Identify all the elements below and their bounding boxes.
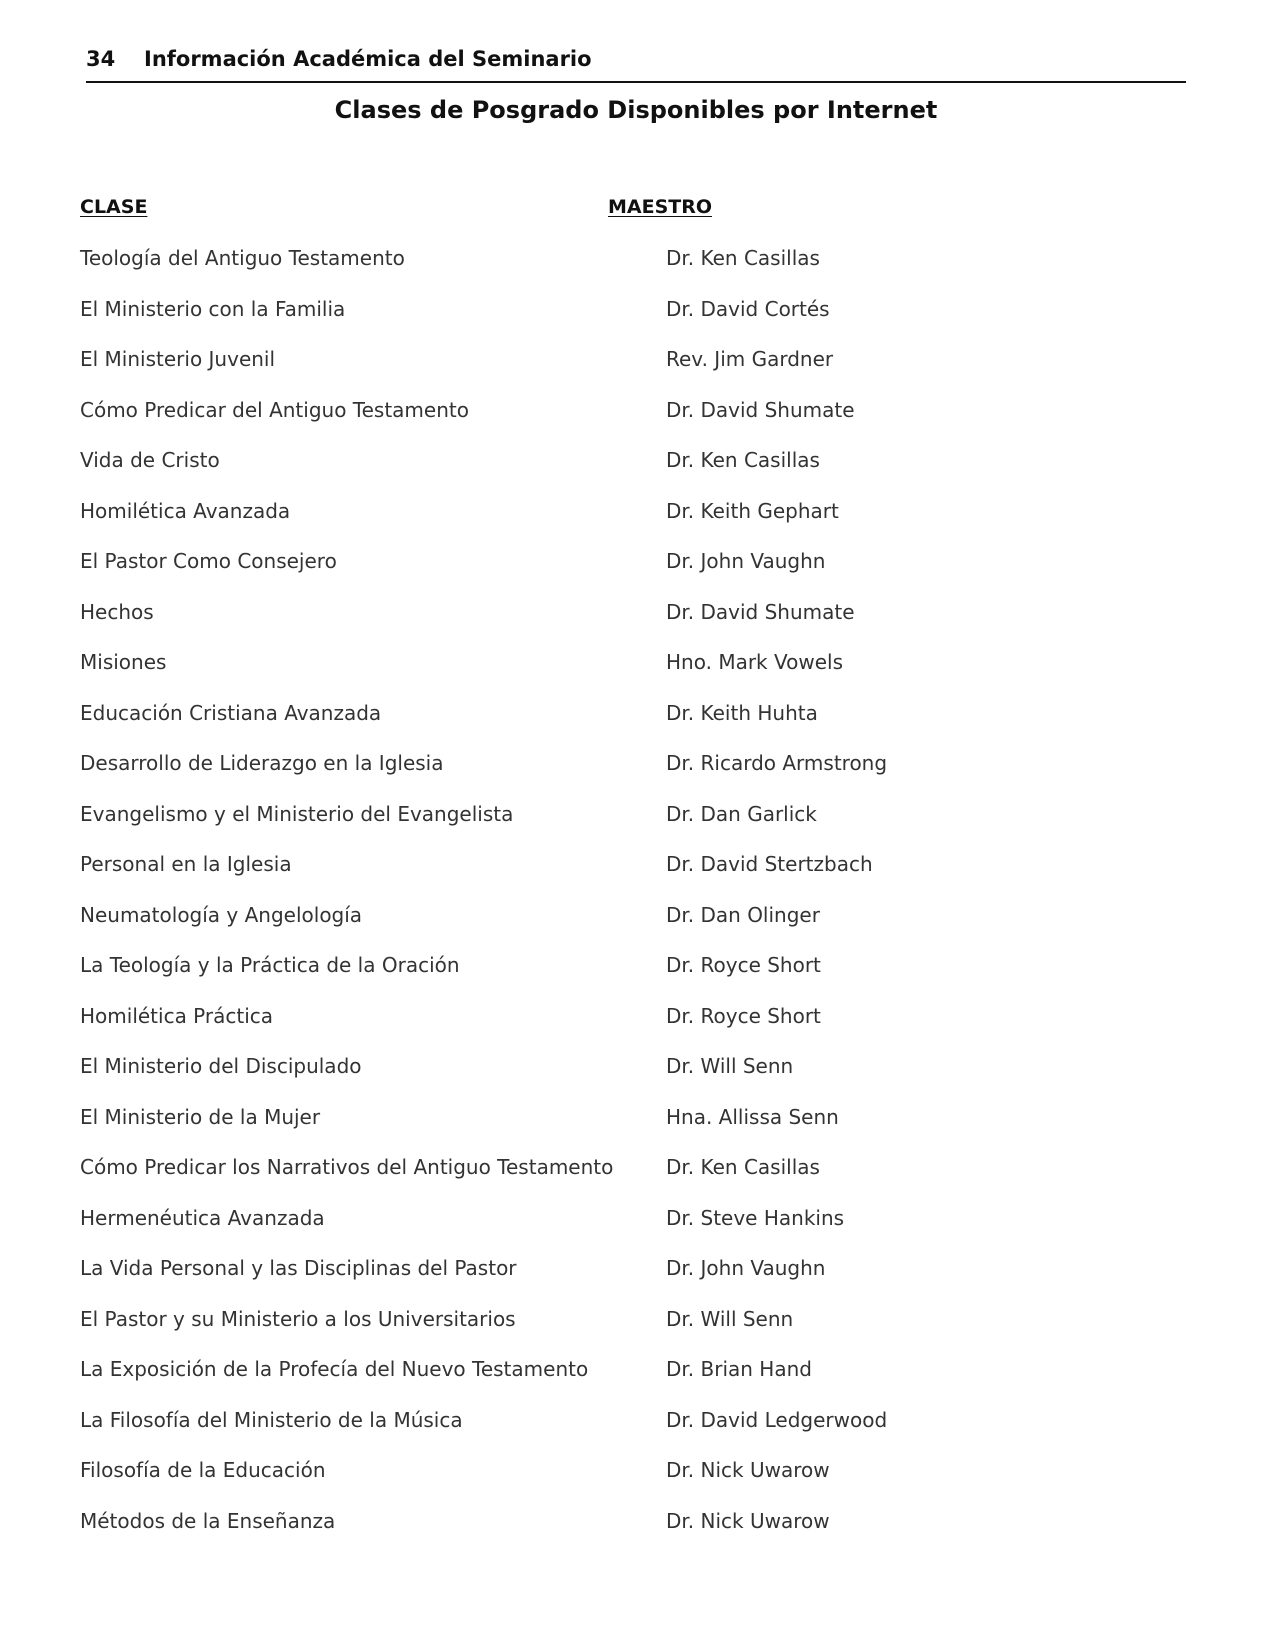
course-row [80,1354,1180,1405]
teacher-name: Dr. Royce Short [666,1003,821,1028]
column-header-teacher: MAESTRO [608,196,713,218]
teacher-name: Dr. Ken Casillas [666,448,820,472]
course-name: Métodos de la Enseñanza [80,1508,336,1533]
teacher-name: Dr. Dan Garlick [666,801,817,826]
course-row [80,799,1180,850]
course-row [80,546,1180,597]
teacher-name: Dr. Brian Hand [666,1357,812,1381]
course-name: La Vida Personal y las Disciplinas del Pastor [80,1256,517,1280]
running-header [86,44,1186,74]
course-name: Filosofía de la Educación [80,1458,326,1482]
course-name: Homilética Práctica [80,1003,274,1028]
course-row [80,900,1180,951]
teacher-name: Dr. David Stertzbach [666,852,873,876]
header-rule [86,81,1186,83]
course-row [80,395,1180,446]
course-row [80,344,1180,395]
course-row [80,647,1180,698]
course-row [80,243,1180,294]
course-name: Desarrollo de Liderazgo en la Iglesia [80,751,444,775]
course-row [80,698,1180,749]
course-name: Vida de Cristo [80,448,220,472]
course-name: Neumatología y Angelología [80,902,363,927]
course-name: El Pastor y su Ministerio a los Universitarios [80,1306,516,1331]
course-name: La Exposición de la Profecía del Nuevo Testamento [80,1357,589,1381]
course-row [80,445,1180,496]
page-title: Clases de Posgrado Disponibles por Internet [334,96,938,124]
teacher-name: Dr. Ken Casillas [666,246,820,270]
column-header-class: CLASE [80,196,148,218]
teacher-name: Dr. Royce Short [666,953,821,977]
running-title: Información Académica del Seminario [144,47,592,71]
course-row [80,496,1180,547]
teacher-name: Dr. David Shumate [666,397,855,422]
teacher-name: Dr. John Vaughn [666,1256,826,1280]
course-row [80,1253,1180,1304]
course-name: El Ministerio con la Familia [80,296,346,321]
course-row [80,1405,1180,1456]
teacher-name: Dr. Keith Gephart [666,498,839,523]
course-name: La Filosofía del Ministerio de la Música [80,1407,463,1432]
teacher-name: Dr. Ken Casillas [666,1155,820,1179]
course-row [80,950,1180,1001]
course-row [80,1455,1180,1506]
course-row [80,294,1180,345]
course-name: Hermenéutica Avanzada [80,1205,325,1230]
course-name: La Teología y la Práctica de la Oración [80,953,460,977]
teacher-name: Rev. Jim Gardner [666,347,834,371]
course-name: Hechos [80,599,154,624]
teacher-name: Dr. David Shumate [666,599,855,624]
course-name: El Ministerio de la Mujer [80,1104,321,1129]
course-row [80,1506,1180,1557]
course-name: Personal en la Iglesia [80,852,292,876]
page-number: 34 [86,47,116,71]
teacher-name: Dr. Will Senn [666,1054,794,1078]
course-name: Educación Cristiana Avanzada [80,700,382,725]
course-row [80,748,1180,799]
course-name: Misiones [80,650,167,674]
teacher-name: Hna. Allissa Senn [666,1104,839,1129]
teacher-name: Hno. Mark Vowels [666,650,843,674]
teacher-name: Dr. Dan Olinger [666,902,820,927]
course-row [80,597,1180,648]
course-name: Teología del Antiguo Testamento [80,246,405,270]
course-name: Cómo Predicar del Antiguo Testamento [80,397,469,422]
course-name: Homilética Avanzada [80,498,291,523]
course-row [80,1304,1180,1355]
teacher-name: Dr. David Cortés [666,296,830,321]
course-name: El Pastor Como Consejero [80,549,337,573]
course-row [80,1051,1180,1102]
teacher-name: Dr. Will Senn [666,1306,794,1331]
course-row [80,1102,1180,1153]
course-row [80,1152,1180,1203]
course-row [80,1001,1180,1052]
teacher-name: Dr. John Vaughn [666,549,826,573]
course-list [80,243,1180,1556]
teacher-name: Dr. Keith Huhta [666,700,818,725]
course-name: El Ministerio del Discipulado [80,1054,362,1078]
course-row [80,1203,1180,1254]
teacher-name: Dr. David Ledgerwood [666,1407,888,1432]
teacher-name: Dr. Steve Hankins [666,1205,845,1230]
course-name: El Ministerio Juvenil [80,347,276,371]
course-name: Cómo Predicar los Narrativos del Antiguo Testamento [80,1155,614,1179]
course-name: Evangelismo y el Ministerio del Evangelista [80,801,514,826]
teacher-name: Dr. Ricardo Armstrong [666,751,888,775]
course-row [80,849,1180,900]
teacher-name: Dr. Nick Uwarow [666,1508,830,1533]
teacher-name: Dr. Nick Uwarow [666,1458,830,1482]
